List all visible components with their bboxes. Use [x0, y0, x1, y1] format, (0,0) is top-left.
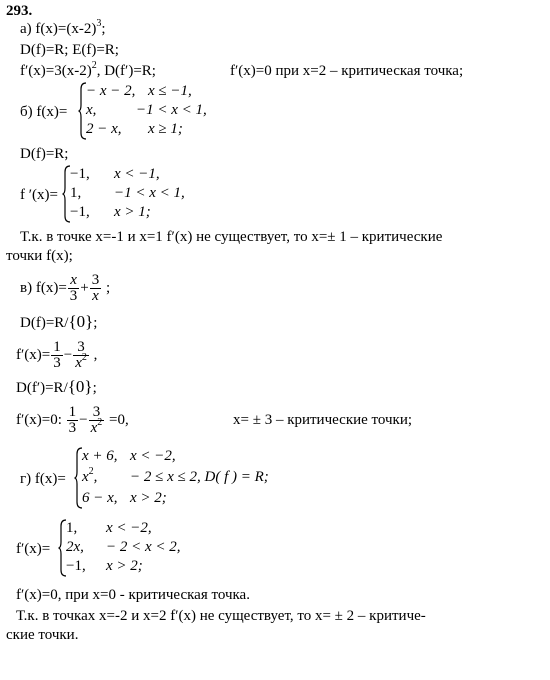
part-b-derivative-label: f ′(x)=: [20, 187, 58, 203]
denominator-exponent: 2: [81, 352, 87, 364]
fraction-denominator: [89, 417, 105, 437]
fraction-numerator: 1: [53, 339, 61, 356]
system-condition: −1 < x < 1,: [136, 102, 207, 118]
denominator-base: x: [75, 355, 82, 372]
system-expression: x + 6,: [82, 448, 118, 464]
part-g-conclusion-line2: ские точки.: [6, 627, 79, 643]
system-condition: − 2 ≤ x ≤ 2, D( f ) = R;: [130, 469, 269, 485]
plus-sign: +: [80, 280, 89, 296]
part-b-conclusion-line2: точки f(x);: [6, 248, 73, 264]
system-condition: x > 2;: [106, 558, 143, 574]
part-a-function-tail: ;: [101, 21, 106, 37]
denominator-base: x: [90, 420, 98, 437]
fraction: [68, 273, 80, 304]
minus-sign: −: [63, 347, 73, 363]
fraction-denominator: [73, 352, 89, 372]
domain-set: {0}: [68, 312, 94, 331]
part-a-function-text: а) f(x)=(x-2): [20, 21, 97, 37]
domain-text: D(f)=R/: [20, 315, 69, 331]
system-condition: x < −2,: [130, 448, 176, 464]
part-a-exponent: 3: [96, 18, 102, 29]
fraction-numerator: x: [68, 273, 80, 289]
part-a-derivative-text: f′(x)=3(x-2): [20, 63, 92, 79]
domain-set: {0}: [67, 377, 93, 396]
fraction: [67, 405, 79, 436]
denominator-exponent: 2: [97, 417, 103, 429]
system-condition: x ≤ −1,: [148, 83, 192, 99]
expression-tail: ,: [93, 469, 98, 485]
expression-exponent: 2: [88, 466, 94, 477]
system-condition: x < −2,: [106, 520, 152, 536]
part-v-domain: [20, 313, 97, 332]
equation-tail: =0,: [109, 412, 129, 428]
part-b-conclusion-line1: Т.к. в точке x=-1 и x=1 f′(x) не существует, то x=± 1 – критические: [20, 229, 443, 245]
fraction-denominator: 3: [69, 288, 78, 305]
system-condition: − 2 < x < 2,: [106, 539, 181, 555]
part-g-conclusion-line1: Т.к. в точках x=-2 и x=2 f′(x) не существует, то x= ± 2 – критиче-: [16, 608, 426, 624]
part-v-equation: [16, 400, 129, 440]
system-expression: 2 − x,: [86, 121, 122, 137]
part-a-derivative-exponent: 2: [91, 60, 97, 71]
fraction-numerator: 3: [73, 340, 89, 356]
system-condition: x ≥ 1;: [148, 121, 183, 137]
expression-base: x: [82, 469, 89, 485]
system-expression: −1,: [70, 204, 90, 220]
system-expression: [82, 468, 97, 486]
fraction: [51, 340, 63, 371]
part-v-derivative-domain: [16, 378, 97, 397]
fraction: [90, 273, 102, 304]
system-expression: x,: [86, 102, 97, 118]
system-expression: 1,: [70, 185, 82, 201]
problem-number: 293.: [6, 3, 33, 19]
system-expression: 2x,: [66, 539, 84, 555]
system-expression: −1,: [70, 166, 90, 182]
system-expression: − x − 2,: [86, 83, 136, 99]
part-a-function: [20, 20, 106, 38]
system-condition: x > 1;: [114, 204, 151, 220]
part-b-domain: D(f)=R;: [20, 146, 69, 162]
equation-label: f′(x)=0:: [16, 412, 62, 428]
system-expression: 1,: [66, 520, 78, 536]
fraction-numerator: 1: [68, 404, 77, 421]
fraction-denominator: 3: [68, 420, 77, 437]
fraction-denominator: x: [92, 288, 99, 305]
part-v-function: [20, 270, 110, 306]
derivative-tail: ,: [93, 347, 98, 363]
system-condition: −1 < x < 1,: [114, 185, 185, 201]
fraction-numerator: 3: [91, 272, 100, 289]
fraction: [89, 405, 105, 436]
part-g-critical-point: f′(x)=0, при x=0 - критическая точка.: [16, 587, 250, 603]
system-expression: −1,: [66, 558, 86, 574]
system-condition: x < −1,: [114, 166, 160, 182]
part-g-derivative-label: f′(x)=: [16, 541, 51, 557]
minus-sign: −: [79, 412, 88, 428]
derivative-label: f′(x)=: [16, 347, 51, 363]
part-a-critical-point: f′(x)=0 при x=2 – критическая точка;: [230, 63, 464, 79]
domain-tail: ;: [93, 315, 98, 331]
part-a-domain: D(f)=R; E(f)=R;: [20, 42, 119, 58]
domain-text: D(f′)=R/: [16, 380, 68, 396]
fraction: [73, 340, 89, 371]
part-b-label: б) f(x)=: [20, 104, 68, 120]
part-a-derivative: [20, 62, 156, 80]
domain-tail: ;: [92, 380, 97, 396]
part-v-label: в) f(x)=: [20, 280, 67, 296]
function-tail: ;: [106, 280, 111, 296]
system-expression: 6 − x,: [82, 490, 118, 506]
part-a-derivative-domain: , D(f′)=R;: [96, 63, 156, 79]
part-v-critical-points: x= ± 3 – критические точки;: [233, 412, 413, 428]
fraction-denominator: 3: [53, 355, 61, 372]
fraction-numerator: 3: [89, 405, 105, 421]
part-v-derivative: [16, 335, 97, 375]
system-condition: x > 2;: [130, 490, 167, 506]
part-g-label: г) f(x)=: [20, 471, 66, 487]
